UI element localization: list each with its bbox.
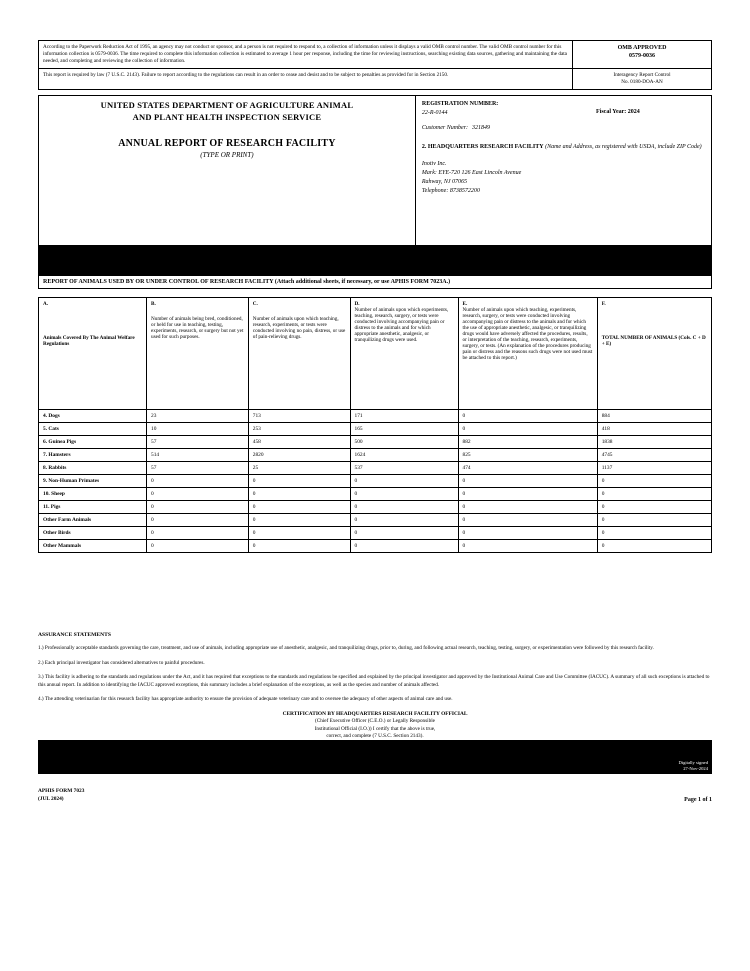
table-row bbox=[39, 423, 712, 436]
cell-e: 0 bbox=[458, 410, 597, 423]
cell-d: 0 bbox=[350, 527, 458, 540]
column-header-f bbox=[597, 298, 711, 410]
omb-cell bbox=[573, 41, 712, 69]
table-row bbox=[39, 449, 712, 462]
signature-date-block bbox=[679, 760, 708, 772]
row-label: Other Birds bbox=[39, 527, 147, 540]
table-row bbox=[39, 527, 712, 540]
registration-value: 22-R-0144 bbox=[421, 110, 448, 117]
signed-label: Digitally signed bbox=[678, 760, 708, 766]
row-label: Other Mammals bbox=[39, 540, 147, 553]
cell-e: 0 bbox=[458, 488, 597, 501]
customer-value: 321849 bbox=[472, 125, 491, 132]
signed-date: 27-Nov-2024 bbox=[683, 766, 708, 772]
cell-f: 1137 bbox=[597, 462, 711, 475]
table-row bbox=[39, 488, 712, 501]
col-b-header: Number of animals being bred, conditioned, or held for use in teaching, testing, experiments, research, or surgery but not yet used for such purposes. bbox=[151, 316, 244, 341]
hq-line3: Telephone: 8738572200 bbox=[421, 188, 480, 195]
cell-c: 458 bbox=[248, 436, 350, 449]
row-label: 9. Non-Human Primates bbox=[39, 475, 147, 488]
cell-e: 474 bbox=[458, 462, 597, 475]
black-divider-bar bbox=[38, 246, 712, 276]
table-row bbox=[39, 501, 712, 514]
hq-line1: Mark: EYE-720 126 East Lincoln Avenue bbox=[421, 170, 522, 177]
row-label: 10. Sheep bbox=[39, 488, 147, 501]
paperwork-notice: According to the Paperwork Reduction Act of 1995, an agency may not conduct or sponsor, and a person is not required to respond to, a collection of information unless it displays a valid OMB control number. The valid OMB control number for this information collection is 0579-0036. The time required to complete this information collection is estimated to average 1 hour per response, including the time for reviewing instructions, searching existing data sources, gathering and maintaining the data needed, and completing and reviewing the collection of information. bbox=[39, 41, 573, 69]
cell-d: 0 bbox=[350, 475, 458, 488]
row-label: 11. Pigs bbox=[39, 501, 147, 514]
col-a-header: Animals Covered By The Animal Welfare Regulations bbox=[43, 335, 135, 348]
certification-line-3: correct, and complete (7 U.S.C. Section 2143). bbox=[326, 732, 424, 739]
cell-e: 825 bbox=[458, 449, 597, 462]
cell-b: 0 bbox=[147, 527, 249, 540]
col-c-letter: C. bbox=[252, 301, 258, 308]
cell-c: 0 bbox=[248, 527, 350, 540]
table-row bbox=[39, 410, 712, 423]
cell-f: 4745 bbox=[597, 449, 711, 462]
cell-e: 0 bbox=[458, 501, 597, 514]
cell-b: 57 bbox=[147, 436, 249, 449]
cell-b: 0 bbox=[147, 540, 249, 553]
assurance-item-1: 1.) Professionally acceptable standards governing the care, treatment, and use of animals, including appropriate use of anesthetic, analgesic, and tranquilizing drugs, prior to, during, and following actual research, teaching, testing, surgery, or experimentation were followed by this research facility. bbox=[38, 645, 654, 652]
cell-f: 0 bbox=[597, 540, 711, 553]
cell-b: 10 bbox=[147, 423, 249, 436]
table-row bbox=[39, 436, 712, 449]
row-label: 5. Cats bbox=[39, 423, 147, 436]
assurance-section bbox=[38, 631, 712, 704]
cell-c: 0 bbox=[248, 501, 350, 514]
cell-c: 0 bbox=[248, 540, 350, 553]
column-header-a bbox=[39, 298, 147, 410]
assurance-title: ASSURANCE STATEMENTS bbox=[38, 632, 111, 639]
assurance-item-3: 3.) This facility is adhering to the standards and regulations under the Act, and it has required that exceptions to the standards and regulations be specified and explained by the principal investigator and approved by the Institutional Animal Care and Use Committee (IACUC). A summary of all such exceptions is attached to this annual report. In addition to identifying the IACUC approved exceptions, this summary includes a brief explanation of the exceptions, as well as the species and number of animals affected. bbox=[38, 674, 710, 688]
animals-table bbox=[38, 297, 712, 553]
cell-e: 0 bbox=[458, 527, 597, 540]
row-label: Other Farm Animals bbox=[39, 514, 147, 527]
cell-e: 0 bbox=[458, 475, 597, 488]
fiscal-year-value: 2024 bbox=[627, 109, 640, 115]
cell-b: 514 bbox=[147, 449, 249, 462]
cell-f: 0 bbox=[597, 514, 711, 527]
cell-b: 0 bbox=[147, 488, 249, 501]
interagency-value: No. 0180-DOA-AN bbox=[621, 79, 663, 86]
cell-d: 537 bbox=[350, 462, 458, 475]
cell-e: 0 bbox=[458, 540, 597, 553]
row-label: 8. Rabbits bbox=[39, 462, 147, 475]
col-d-letter: D. bbox=[354, 301, 360, 308]
certification-title: CERTIFICATION BY HEADQUARTERS RESEARCH FACILITY OFFICIAL bbox=[282, 710, 468, 717]
row-label: 7. Hamsters bbox=[39, 449, 147, 462]
cell-b: 0 bbox=[147, 475, 249, 488]
omb-number: 0579-0036 bbox=[629, 53, 655, 60]
cell-c: 713 bbox=[248, 410, 350, 423]
legal-notice: This report is required by law (7 U.S.C. 2143). Failure to report according to the regulations can result in an order to cease and desist and to be subject to penalties as provided for in Section 2150. bbox=[39, 69, 573, 90]
registration-cell bbox=[416, 96, 711, 139]
cell-d: 0 bbox=[350, 488, 458, 501]
certification-block bbox=[38, 711, 712, 740]
cell-f: 884 bbox=[597, 410, 711, 423]
cell-b: 23 bbox=[147, 410, 249, 423]
form-number-line-2: (JUL 2024) bbox=[38, 795, 64, 802]
cell-c: 253 bbox=[248, 423, 350, 436]
cell-b: 57 bbox=[147, 462, 249, 475]
hq-label-italic: (Name and Address, as registered with USDA, include ZIP Code) bbox=[545, 144, 702, 151]
column-header-e bbox=[458, 298, 597, 410]
row-label: 6. Guinea Pigs bbox=[39, 436, 147, 449]
hq-line2: Rahway, NJ 07065 bbox=[421, 179, 468, 186]
cell-d: 0 bbox=[350, 514, 458, 527]
col-a-letter: A. bbox=[43, 301, 49, 308]
cell-e: 0 bbox=[458, 514, 597, 527]
cell-d: 0 bbox=[350, 501, 458, 514]
cell-e: 0 bbox=[458, 423, 597, 436]
form-number-line-1: APHIS FORM 7023 bbox=[38, 788, 85, 795]
registration-label: REGISTRATION NUMBER: bbox=[421, 101, 499, 108]
col-f-header: TOTAL NUMBER OF ANIMALS (Cols. C + D + E) bbox=[601, 335, 706, 348]
form-sheet bbox=[38, 40, 712, 930]
hq-name: Inotiv Inc. bbox=[421, 161, 447, 168]
interagency-cell bbox=[573, 69, 712, 90]
hq-label bbox=[422, 144, 705, 150]
assurance-item-2: 2.) Each principal investigator has considered alternatives to painful procedures. bbox=[38, 659, 205, 666]
cell-f: 0 bbox=[597, 475, 711, 488]
cell-f: 0 bbox=[597, 501, 711, 514]
registration-hq-cell bbox=[415, 96, 711, 246]
cell-f: 0 bbox=[597, 527, 711, 540]
cell-b: 0 bbox=[147, 514, 249, 527]
col-f-letter: F. bbox=[601, 301, 606, 308]
column-header-b bbox=[147, 298, 249, 410]
cell-e: 882 bbox=[458, 436, 597, 449]
cell-f: 418 bbox=[597, 423, 711, 436]
agency-line-1: UNITED STATES DEPARTMENT OF AGRICULTURE ANIMAL bbox=[100, 100, 354, 111]
column-header-d bbox=[350, 298, 458, 410]
cell-d: 171 bbox=[350, 410, 458, 423]
column-header-c bbox=[248, 298, 350, 410]
cell-c: 0 bbox=[248, 475, 350, 488]
cell-c: 0 bbox=[248, 514, 350, 527]
cell-d: 165 bbox=[350, 423, 458, 436]
paperwork-block bbox=[38, 40, 712, 90]
col-d-header: Number of animals upon which experiments, teaching, research, surgery, or tests were conducted involving accompanying pain or distress to the animals and for which appropriate anesthetic, analgesic, or tranquilizing drugs were used. bbox=[354, 307, 449, 344]
col-c-header: Number of animals upon which teaching, research, experiments, or tests were conducted involving no pain, distress, or use of pain-relieving drugs. bbox=[252, 316, 346, 341]
cell-c: 25 bbox=[248, 462, 350, 475]
fiscal-year bbox=[596, 109, 640, 115]
hq-label-text: 2. HEADQUARTERS RESEARCH FACILITY bbox=[421, 144, 544, 151]
col-e-header: Number of animals upon which teaching, experiments, research, surgery, or tests were conducted involving accompanying pain or distress to the animals and for which the use of appropriate anesthetic, analgesic, or tranquilizing drugs would have adversely affected the procedures, results, or interpretation of the teaching, research, experiments, surgery, or tests. (An explanation of the procedures producing pain or distress and the reasons such drugs were not used must be attached to this report.) bbox=[462, 307, 593, 362]
interagency-label: Interagency Report Control bbox=[613, 72, 671, 79]
report-title: ANNUAL REPORT OF RESEARCH FACILITY bbox=[118, 137, 336, 149]
col-e-letter: E. bbox=[462, 301, 468, 308]
omb-approved-label: OMB APPROVED bbox=[617, 45, 667, 51]
page-number: Page 1 of 1 bbox=[684, 797, 712, 804]
section-heading: REPORT OF ANIMALS USED BY OR UNDER CONTROL OF RESEARCH FACILITY (Attach additional sheets, if necessary, or use APHIS FORM 7023A.) bbox=[38, 276, 712, 289]
certification-line-1: (Chief Executive Officer (C.E.O.) or Legally Responsible bbox=[315, 718, 435, 725]
headquarters-cell bbox=[416, 139, 711, 245]
form-footer bbox=[38, 788, 712, 803]
agency-line-2: AND PLANT HEALTH INSPECTION SERVICE bbox=[132, 112, 322, 123]
signature-black-bar bbox=[38, 740, 712, 774]
table-row bbox=[39, 540, 712, 553]
cell-b: 0 bbox=[147, 501, 249, 514]
agency-title-cell bbox=[39, 96, 416, 246]
table-row bbox=[39, 475, 712, 488]
cell-d: 500 bbox=[350, 436, 458, 449]
cell-c: 0 bbox=[248, 488, 350, 501]
cell-d: 1624 bbox=[350, 449, 458, 462]
report-subtitle: (TYPE OR PRINT) bbox=[200, 150, 254, 159]
form-number-block bbox=[38, 788, 84, 803]
table-row bbox=[39, 462, 712, 475]
customer-label: Customer Number: bbox=[421, 125, 469, 132]
cell-f: 0 bbox=[597, 488, 711, 501]
col-b-letter: B. bbox=[151, 301, 156, 308]
title-block bbox=[38, 95, 712, 246]
cell-d: 0 bbox=[350, 540, 458, 553]
certification-line-2: Institutional Official (I.O.)) I certify that the above is true, bbox=[314, 725, 436, 732]
fiscal-year-label: Fiscal Year: bbox=[596, 109, 627, 115]
assurance-item-4: 4.) The attending veterinarian for this research facility has appropriate authority to ensure the provision of adequate veterinary care and to oversee the adequacy of other aspects of animal care and use. bbox=[38, 696, 453, 703]
table-row bbox=[39, 514, 712, 527]
cell-f: 1838 bbox=[597, 436, 711, 449]
animals-table-header-row bbox=[39, 298, 712, 410]
row-label: 4. Dogs bbox=[39, 410, 147, 423]
cell-c: 2820 bbox=[248, 449, 350, 462]
